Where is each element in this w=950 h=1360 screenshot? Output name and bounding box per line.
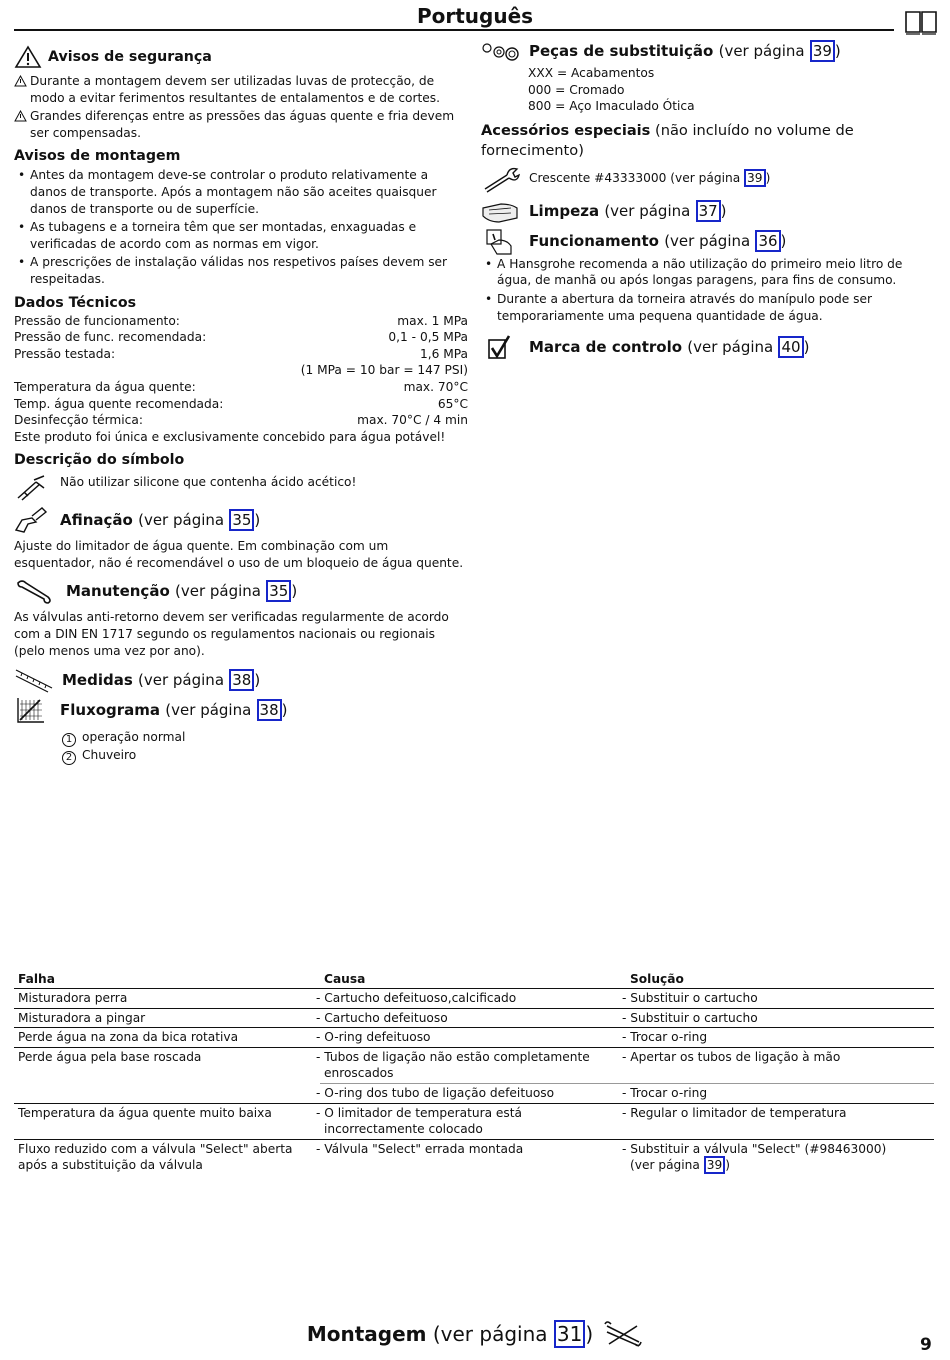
pecas-ref-prefix: (ver página — [718, 42, 805, 60]
table-row — [14, 1008, 934, 1028]
afinacao-title: Afinação — [60, 511, 133, 530]
left-column — [14, 44, 468, 765]
funcionamento-heading-row — [481, 226, 936, 256]
cell-solucao — [622, 1139, 934, 1175]
tech-value: max. 70°C — [403, 379, 468, 394]
funcionamento-ref-prefix: (ver página — [664, 231, 751, 250]
table-row — [14, 989, 934, 1009]
acessorios-item — [529, 170, 770, 187]
marca-heading-row — [481, 332, 936, 362]
fluxograma-heading-row — [14, 695, 468, 725]
assembly-notes-heading: Avisos de montagem — [14, 148, 181, 165]
item-label: operação normal — [82, 730, 186, 745]
cell-solucao: - Trocar o-ring — [626, 1028, 934, 1048]
footer-montagem — [307, 1320, 593, 1348]
limpeza-ref-prefix: (ver página — [604, 201, 691, 220]
medidas-page-link[interactable]: 38 — [229, 669, 254, 691]
cell-causa: - O-ring dos tubo de ligação defeituoso — [320, 1083, 626, 1103]
col-header-solucao: Solução — [626, 971, 934, 989]
crescent-wrench-icon — [481, 165, 521, 193]
manutencao-text: As válvulas anti-retorno devem ser verificadas regularmente de acordo com a DIN EN 1717 segundo os regulamentos nacionais ou regionais (pelo menos uma vez por ano). — [14, 610, 449, 658]
safety-item-text: Grandes diferenças entre as pressões das águas quente e fria devem ser compensadas. — [30, 109, 455, 140]
tech-note: Este produto foi única e exclusivamente concebido para água potável! — [14, 429, 446, 444]
cell-falha — [14, 1083, 320, 1103]
afinacao-text: Ajuste do limitador de água quente. Em combinação com um esquentador, não é recomendável o uso de um bloqueio de água quente. — [14, 539, 464, 570]
silicone-text: Não utilizar silicone que contenha ácido acético! — [60, 475, 357, 490]
fluxograma-title: Fluxograma — [60, 701, 161, 720]
pecas-title: Peças de substituição — [529, 42, 714, 60]
fluxograma-list — [62, 729, 468, 765]
fluxograma-page-link[interactable]: 38 — [257, 699, 282, 721]
funcionamento-item: • A Hansgrohe recomenda a não utilização do primeiro meio litro de água, de manhã ou após longas paragens, para fins de consumo. — [481, 256, 936, 289]
manutencao-heading-row — [14, 577, 468, 605]
warning-icon — [14, 45, 42, 69]
marca-ref-suffix: ) — [803, 338, 810, 357]
book-icon — [904, 8, 938, 36]
tech-row — [14, 379, 468, 396]
wrench-icon — [14, 577, 54, 605]
medidas-ref-prefix: (ver página — [138, 671, 225, 690]
cell-solucao: - Substituir o cartucho — [626, 989, 934, 1009]
tech-row — [14, 362, 468, 379]
manutencao-ref-prefix: (ver página — [174, 582, 261, 601]
page-title: Português — [416, 4, 534, 28]
table-row — [14, 1139, 934, 1175]
medidas-heading — [62, 670, 260, 690]
acessorios-item-suffix: ) — [765, 171, 771, 186]
pecas-heading-row — [481, 40, 936, 62]
table-row — [14, 1028, 934, 1048]
wrenches-icon — [603, 1320, 643, 1348]
tech-row — [14, 412, 468, 429]
acessorios-page-link[interactable]: 39 — [744, 169, 766, 187]
safety-heading: Avisos de segurança — [48, 48, 212, 65]
cell-causa: - Tubos de ligação não estão completamente enroscados — [320, 1047, 626, 1083]
code: 800 — [528, 99, 552, 114]
afinacao-page-link[interactable]: 35 — [229, 509, 254, 531]
warning-icon — [14, 110, 27, 122]
tech-label: Pressão de func. recomendada: — [14, 330, 207, 345]
silicone-gun-icon — [14, 474, 48, 502]
afinacao-ref-suffix: ) — [254, 511, 261, 530]
marca-heading — [529, 337, 809, 357]
fluxograma-ref-suffix: ) — [281, 701, 288, 720]
footer-ref-suffix: ) — [585, 1322, 594, 1346]
cell-solucao: - Substituir o cartucho — [626, 1008, 934, 1028]
flow-chart-icon — [14, 696, 48, 724]
spare-parts-icon — [481, 40, 521, 62]
safety-list — [14, 73, 468, 141]
operation-hand-icon — [481, 226, 521, 256]
acessorios-title: Acessórios especiais — [481, 121, 651, 139]
afinacao-heading — [60, 510, 260, 530]
cell-causa: - O limitador de temperatura está incorrectamente colocado — [320, 1103, 626, 1139]
marca-title: Marca de controlo — [529, 338, 683, 357]
tech-value: 1,6 MPa — [419, 346, 468, 361]
cell-solucao-text: - Substituir a válvula "Select" (#98463000) — [622, 1141, 887, 1156]
tech-row — [14, 396, 468, 413]
funcionamento-list — [481, 256, 936, 324]
funcionamento-heading — [529, 231, 786, 251]
afinacao-ref-prefix: (ver página — [138, 511, 225, 530]
limpeza-heading-row — [481, 196, 936, 226]
acessorios-sub: (não incluído no volume de fornecimento) — [481, 121, 854, 159]
limpeza-ref-suffix: ) — [720, 201, 727, 220]
safety-item-text: Durante a montagem devem ser utilizadas luvas de protecção, de modo a evitar ferimentos resultantes de entalamentos e de cortes. — [30, 74, 441, 105]
solucao-ref-prefix: (ver página — [630, 1158, 700, 1173]
fault-table — [14, 971, 934, 1175]
tech-heading: Dados Técnicos — [14, 294, 137, 311]
acessorios-item-row — [481, 165, 936, 193]
assembly-note-item: • As tubagens e a torneira têm que ser montadas, enxaguadas e verificadas de acordo com as normas em vigor. — [14, 219, 468, 252]
code-desc: Aço Imaculado Ótica — [569, 99, 695, 114]
symbol-heading: Descrição do símbolo — [14, 452, 185, 469]
marca-ref-prefix: (ver página — [687, 338, 774, 357]
cell-solucao: - Trocar o-ring — [626, 1083, 934, 1103]
code-desc: Acabamentos — [571, 66, 655, 80]
tech-row — [14, 346, 468, 363]
cell-causa: - Cartucho defeituoso — [320, 1008, 626, 1028]
tech-label: Pressão testada: — [14, 346, 116, 361]
tech-value: (1 MPa = 10 bar = 147 PSI) — [300, 363, 468, 378]
tech-label: Pressão de funcionamento: — [14, 313, 180, 328]
afinacao-heading-row — [14, 506, 468, 534]
safety-item — [14, 108, 468, 141]
right-column — [481, 40, 936, 362]
medidas-heading-row — [14, 665, 468, 695]
tech-value: 65°C — [437, 396, 468, 411]
cell-falha: Perde água pela base roscada — [18, 1049, 202, 1064]
cell-causa: - Válvula "Select" errada montada — [316, 1141, 524, 1156]
table-row — [14, 1047, 934, 1083]
safety-item — [14, 73, 468, 106]
medidas-title: Medidas — [62, 671, 133, 690]
footer-ref-prefix: (ver página — [432, 1322, 548, 1346]
pecas-codes — [528, 65, 936, 115]
solucao-page-link[interactable]: 39 — [704, 1156, 726, 1174]
assembly-note-item: • Antes da montagem deve-se controlar o produto relativamente a danos de transporte. Após a montagem não são aceites quaisquer danos de transporte ou de superfície. — [14, 167, 468, 217]
code-desc: Cromado — [569, 82, 625, 97]
funcionamento-title: Funcionamento — [529, 231, 659, 250]
item-number: 1 — [62, 733, 76, 747]
code-eq: = — [555, 99, 566, 114]
tech-label: Temp. água quente recomendada: — [14, 396, 224, 411]
code-row — [528, 65, 936, 82]
table-header-row — [14, 971, 934, 989]
item-label: Chuveiro — [82, 748, 137, 763]
cell-solucao: - Regular o limitador de temperatura — [626, 1103, 934, 1139]
tech-row — [14, 313, 468, 330]
footer — [0, 1318, 950, 1350]
limpeza-heading — [529, 201, 727, 221]
ruler-icon — [14, 666, 54, 694]
marca-page-link[interactable]: 40 — [778, 336, 803, 358]
col-header-causa: Causa — [320, 971, 626, 989]
manutencao-title: Manutenção — [66, 582, 170, 601]
page-number: 9 — [920, 1335, 932, 1355]
pecas-ref-suffix: ) — [834, 42, 841, 60]
fluxograma-heading — [60, 700, 287, 720]
footer-page-link[interactable]: 31 — [554, 1320, 585, 1348]
code-row — [528, 82, 936, 99]
code-eq: = — [555, 82, 566, 97]
tech-table — [14, 313, 468, 446]
cell-falha: Fluxo reduzido com a válvula "Select" aberta após a substituição da válvula — [18, 1141, 293, 1173]
funcionamento-ref-suffix: ) — [780, 231, 787, 250]
tech-value: max. 1 MPa — [397, 313, 468, 328]
code-eq: = — [556, 66, 568, 80]
limpeza-title: Limpeza — [529, 201, 600, 220]
adjust-hand-icon — [14, 506, 48, 534]
manutencao-heading — [66, 581, 297, 601]
cell-causa: - O-ring defeituoso — [320, 1028, 626, 1048]
fluxograma-item — [62, 747, 468, 765]
tech-value: 0,1 - 0,5 MPa — [388, 330, 468, 345]
manutencao-page-link[interactable]: 35 — [266, 580, 291, 602]
medidas-ref-suffix: ) — [254, 671, 261, 690]
tech-row — [14, 329, 468, 346]
pecas-page-link[interactable]: 39 — [810, 40, 835, 62]
code: XXX — [528, 66, 554, 80]
cleaning-hand-icon — [481, 196, 521, 226]
assembly-note-item: • A prescrições de instalação válidas nos respetivos países devem ser respeitadas. — [14, 254, 468, 287]
acessorios-item-text: Crescente #43333000 (ver página — [529, 171, 741, 186]
funcionamento-item: • Durante a abertura da torneira através do manípulo pode ser temporariamente uma pequena quantidade de água. — [481, 291, 936, 324]
cell-causa: - Cartucho defeituoso,calcificado — [320, 989, 626, 1009]
item-number: 2 — [62, 751, 76, 765]
tech-value: max. 70°C / 4 min — [357, 413, 468, 428]
code: 000 — [528, 82, 552, 97]
fluxograma-ref-prefix: (ver página — [165, 701, 252, 720]
warning-icon — [14, 75, 27, 87]
table-row — [14, 1103, 934, 1139]
cell-falha: Perde água na zona da bica rotativa — [14, 1028, 320, 1048]
safety-heading-row — [14, 44, 468, 70]
pecas-heading — [529, 41, 841, 61]
limpeza-page-link[interactable]: 37 — [696, 200, 721, 222]
cell-falha: Misturadora a pingar — [14, 1008, 320, 1028]
col-header-falha: Falha — [14, 971, 320, 989]
footer-title: Montagem — [306, 1322, 427, 1346]
tech-label: Temperatura da água quente: — [14, 379, 196, 394]
cell-falha: Temperatura da água quente muito baixa — [14, 1103, 320, 1139]
title-rule — [14, 29, 894, 31]
manutencao-ref-suffix: ) — [291, 582, 298, 601]
solucao-ref-suffix: ) — [725, 1158, 731, 1173]
code-row — [528, 98, 936, 115]
tech-label: Desinfecção térmica: — [14, 413, 143, 428]
assembly-notes-list — [14, 167, 468, 287]
fluxograma-item — [62, 729, 468, 747]
cell-solucao: - Apertar os tubos de ligação à mão — [626, 1047, 934, 1083]
silicone-row — [14, 474, 468, 502]
acessorios-heading — [481, 121, 936, 161]
funcionamento-page-link[interactable]: 36 — [755, 230, 780, 252]
cell-falha: Misturadora perra — [14, 989, 320, 1009]
table-row — [14, 1083, 934, 1103]
checkmark-box-icon — [481, 332, 521, 362]
